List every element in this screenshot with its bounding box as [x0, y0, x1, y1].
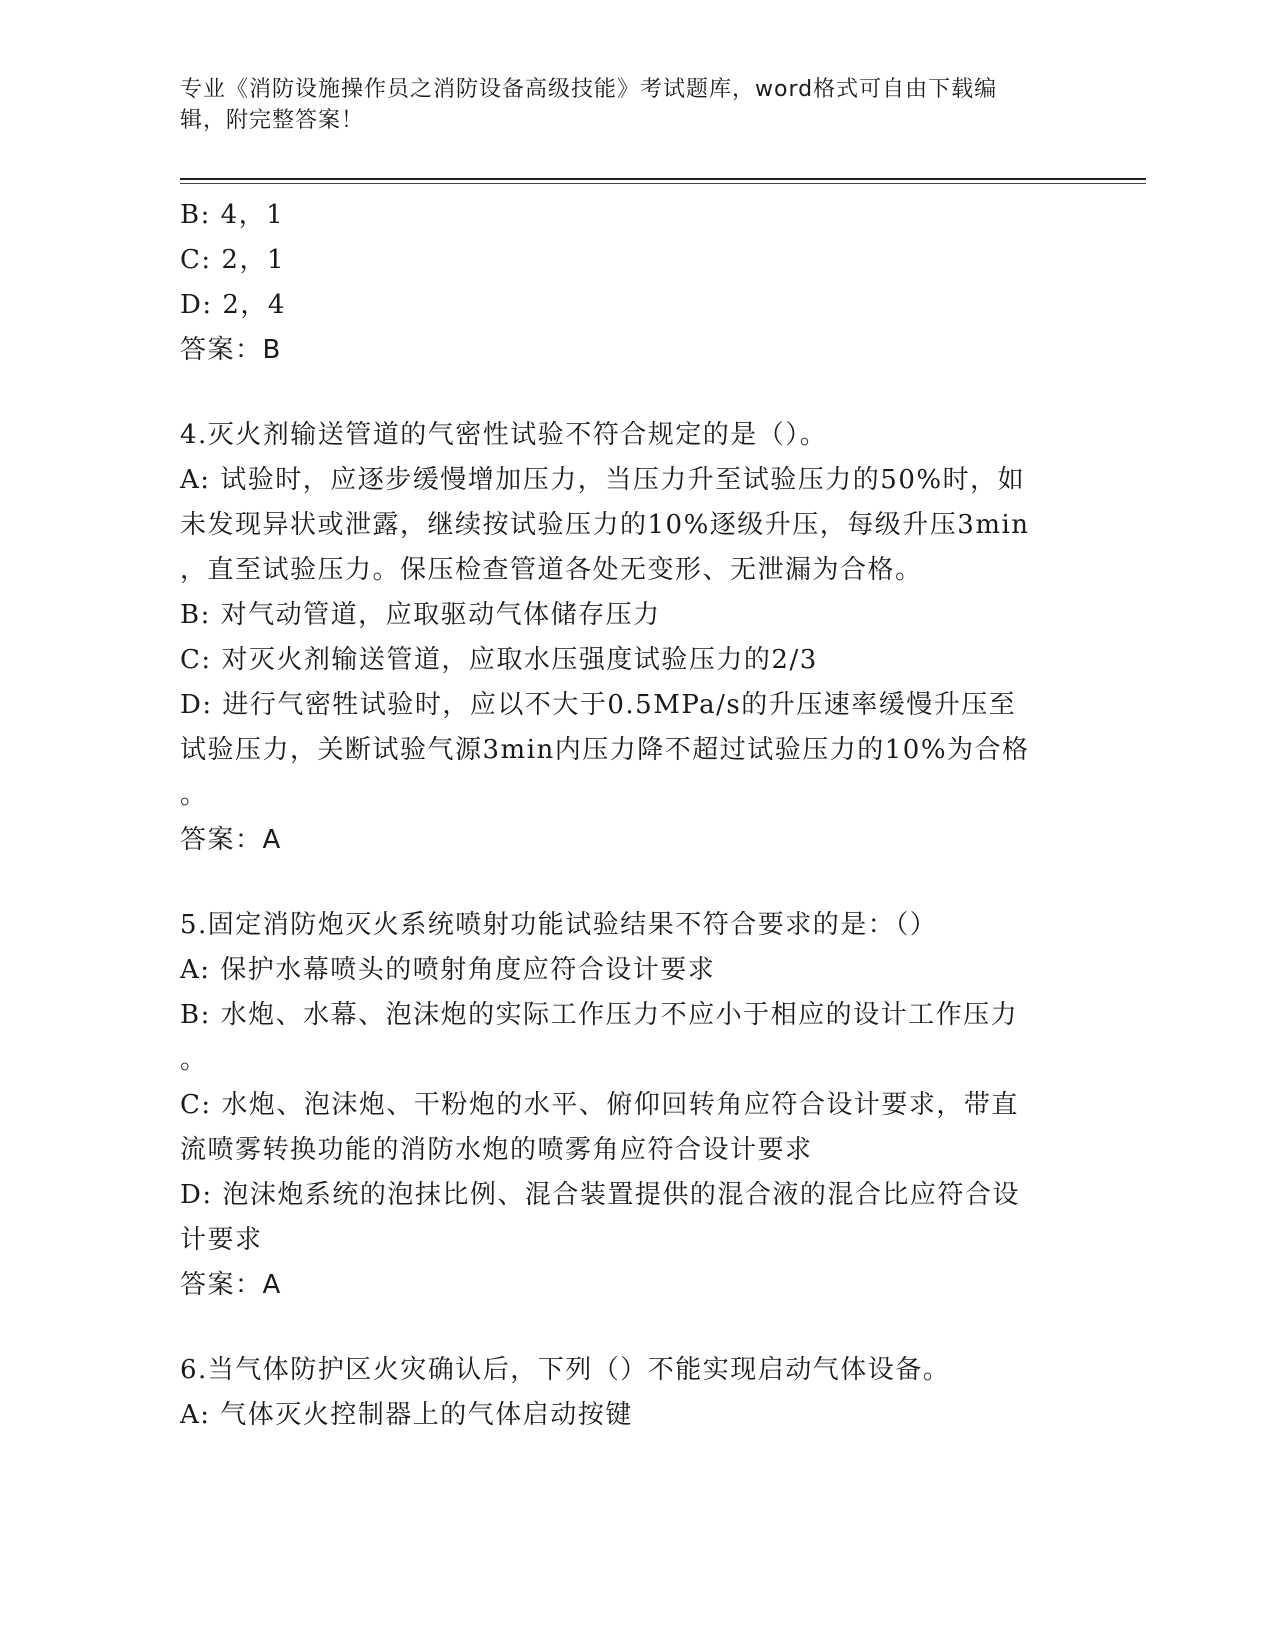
header-line-1: 专业《消防设施操作员之消防设备高级技能》考试题库，word格式可自由下载编: [180, 77, 998, 102]
q4-option-d-line-1: D: 进行气密牲试验时，应以不大于0.5MPa/s的升压速率缓慢升压至: [180, 690, 1017, 720]
question-6: [180, 1348, 1080, 1438]
question-3-tail: [180, 193, 1080, 373]
question-5: [180, 903, 1080, 1308]
q4-stem: 4.灭火剂输送管道的气密性试验不符合规定的是（）。: [180, 420, 828, 450]
header-divider-thin: [180, 183, 1146, 184]
spacer: [180, 863, 1080, 903]
spacer: [180, 1308, 1080, 1348]
q5-option-c-line-2: 流喷雾转换功能的消防水炮的喷雾角应符合设计要求: [180, 1135, 813, 1165]
q3-option-b: B: 4，1: [180, 200, 285, 230]
q4-option-c: C: 对灭火剂输送管道，应取水压强度试验压力的2/3: [180, 645, 818, 675]
question-4: [180, 413, 1080, 863]
q4-option-d-line-2: 试验压力，关断试验气源3min内压力降不超过试验压力的10%为合格: [180, 735, 1030, 765]
q4-option-a-line-2: 未发现异状或泄露，继续按试验压力的10%逐级升压，每级升压3min: [180, 510, 1030, 540]
q4-option-d-line-3: 。: [180, 780, 208, 810]
document-header: [180, 74, 1060, 136]
header-divider: [180, 178, 1146, 180]
q5-option-d-line-1: D: 泡沫炮系统的泡抹比例、混合装置提供的混合液的混合比应符合设: [180, 1180, 1020, 1210]
q3-option-c: C: 2，1: [180, 245, 286, 275]
q5-answer: 答案：A: [180, 1270, 282, 1300]
q3-answer: 答案：B: [180, 335, 282, 365]
spacer: [180, 373, 1080, 413]
q5-stem: 5.固定消防炮灭火系统喷射功能试验结果不符合要求的是：（）: [180, 910, 938, 940]
header-line-2: 辑，附完整答案！: [180, 108, 365, 133]
q5-option-b-line-2: 。: [180, 1045, 208, 1075]
q5-option-b-line-1: B: 水炮、水幕、泡沫炮的实际工作压力不应小于相应的设计工作压力: [180, 1000, 1019, 1030]
q4-answer: 答案：A: [180, 825, 282, 855]
q6-stem: 6.当气体防护区火灾确认后，下列（）不能实现启动气体设备。: [180, 1355, 951, 1385]
q3-option-d: D: 2，4: [180, 290, 286, 320]
q5-option-c-line-1: C: 水炮、泡沫炮、干粉炮的水平、俯仰回转角应符合设计要求，带直: [180, 1090, 1019, 1120]
q5-option-a: A: 保护水幕喷头的喷射角度应符合设计要求: [180, 955, 716, 985]
q6-option-a: A: 气体灭火控制器上的气体启动按键: [180, 1400, 633, 1430]
q4-option-a-line-3: ，直至试验压力。保压检查管道各处无变形、无泄漏为合格。: [180, 555, 923, 585]
q4-option-a-line-1: A: 试验时，应逐步缓慢增加压力，当压力升至试验压力的50%时，如: [180, 465, 1026, 495]
q4-option-b: B: 对气动管道，应取驱动气体储存压力: [180, 600, 661, 630]
question-content: [180, 193, 1080, 1438]
q5-option-d-line-2: 计要求: [180, 1225, 263, 1255]
